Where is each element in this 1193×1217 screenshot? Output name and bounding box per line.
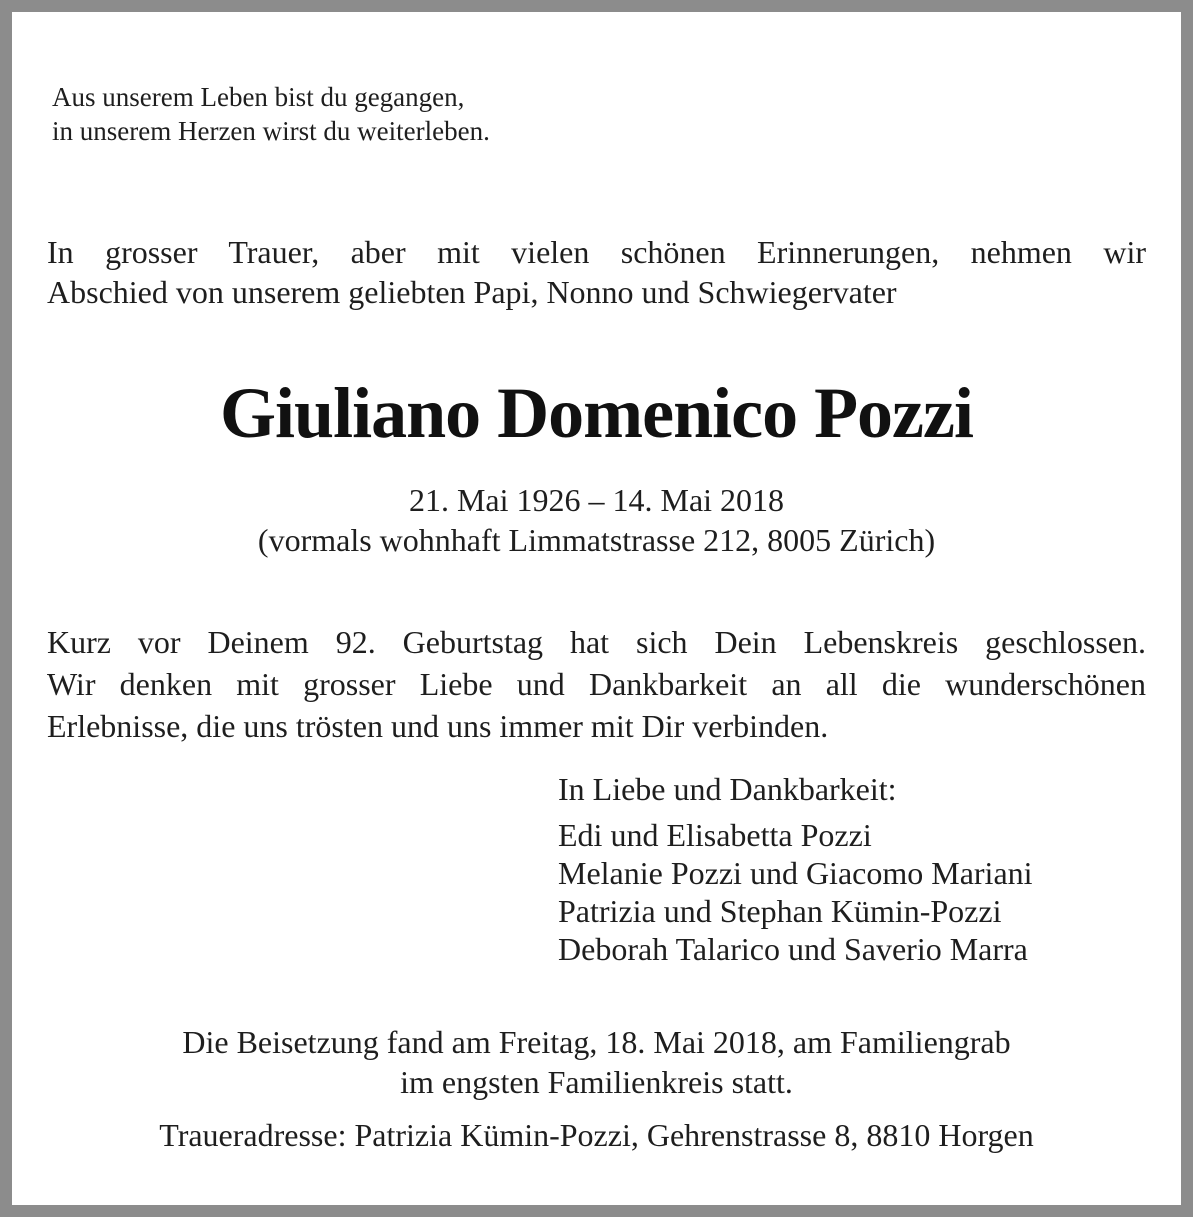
deceased-info — [12, 480, 1181, 560]
signer-name: Melanie Pozzi und Giacomo Mariani — [558, 855, 1033, 891]
message-line-3: Erlebnisse, die uns trösten und uns immer mit Dir verbinden. — [47, 708, 829, 744]
deceased-name: Giuliano Domenico Pozzi — [220, 373, 973, 453]
message-line-1: Kurz vor Deinem 92. Geburtstag hat sich Dein Lebenskreis geschlossen. — [47, 624, 1146, 660]
signers-heading: In Liebe und Dankbarkeit: — [558, 771, 897, 807]
burial-notice — [12, 1022, 1181, 1102]
motto-line-1: Aus unserem Leben bist du gegangen, — [52, 82, 465, 112]
burial-line-1: Die Beisetzung fand am Freitag, 18. Mai 2018, am Familiengrab — [182, 1024, 1011, 1060]
former-residence: (vormals wohnhaft Limmatstrasse 212, 8005 Zürich) — [257, 522, 936, 558]
intro-paragraph — [47, 232, 1146, 312]
life-dates: 21. Mai 1926 – 14. Mai 2018 — [408, 482, 785, 518]
signers-block — [558, 770, 1033, 968]
signer-name: Patrizia und Stephan Kümin-Pozzi — [558, 893, 1002, 929]
burial-line-2: im engsten Familienkreis statt. — [400, 1064, 793, 1100]
message-line-2: Wir denken mit grosser Liebe und Dankbarkeit an all die wunderschönen — [47, 666, 1146, 702]
intro-line-1: In grosser Trauer, aber mit vielen schönen Erinnerungen, nehmen wir — [47, 234, 1146, 270]
obituary-card — [12, 12, 1181, 1205]
motto — [52, 80, 490, 148]
signer-name: Edi und Elisabetta Pozzi — [558, 817, 872, 853]
message-paragraph — [47, 621, 1146, 747]
mourning-address: Traueradresse: Patrizia Kümin-Pozzi, Gehrenstrasse 8, 8810 Horgen — [159, 1117, 1034, 1153]
signer-name: Deborah Talarico und Saverio Marra — [558, 931, 1028, 967]
intro-line-2: Abschied von unserem geliebten Papi, Nonno und Schwiegervater — [47, 274, 897, 310]
motto-line-2: in unserem Herzen wirst du weiterleben. — [52, 116, 490, 146]
